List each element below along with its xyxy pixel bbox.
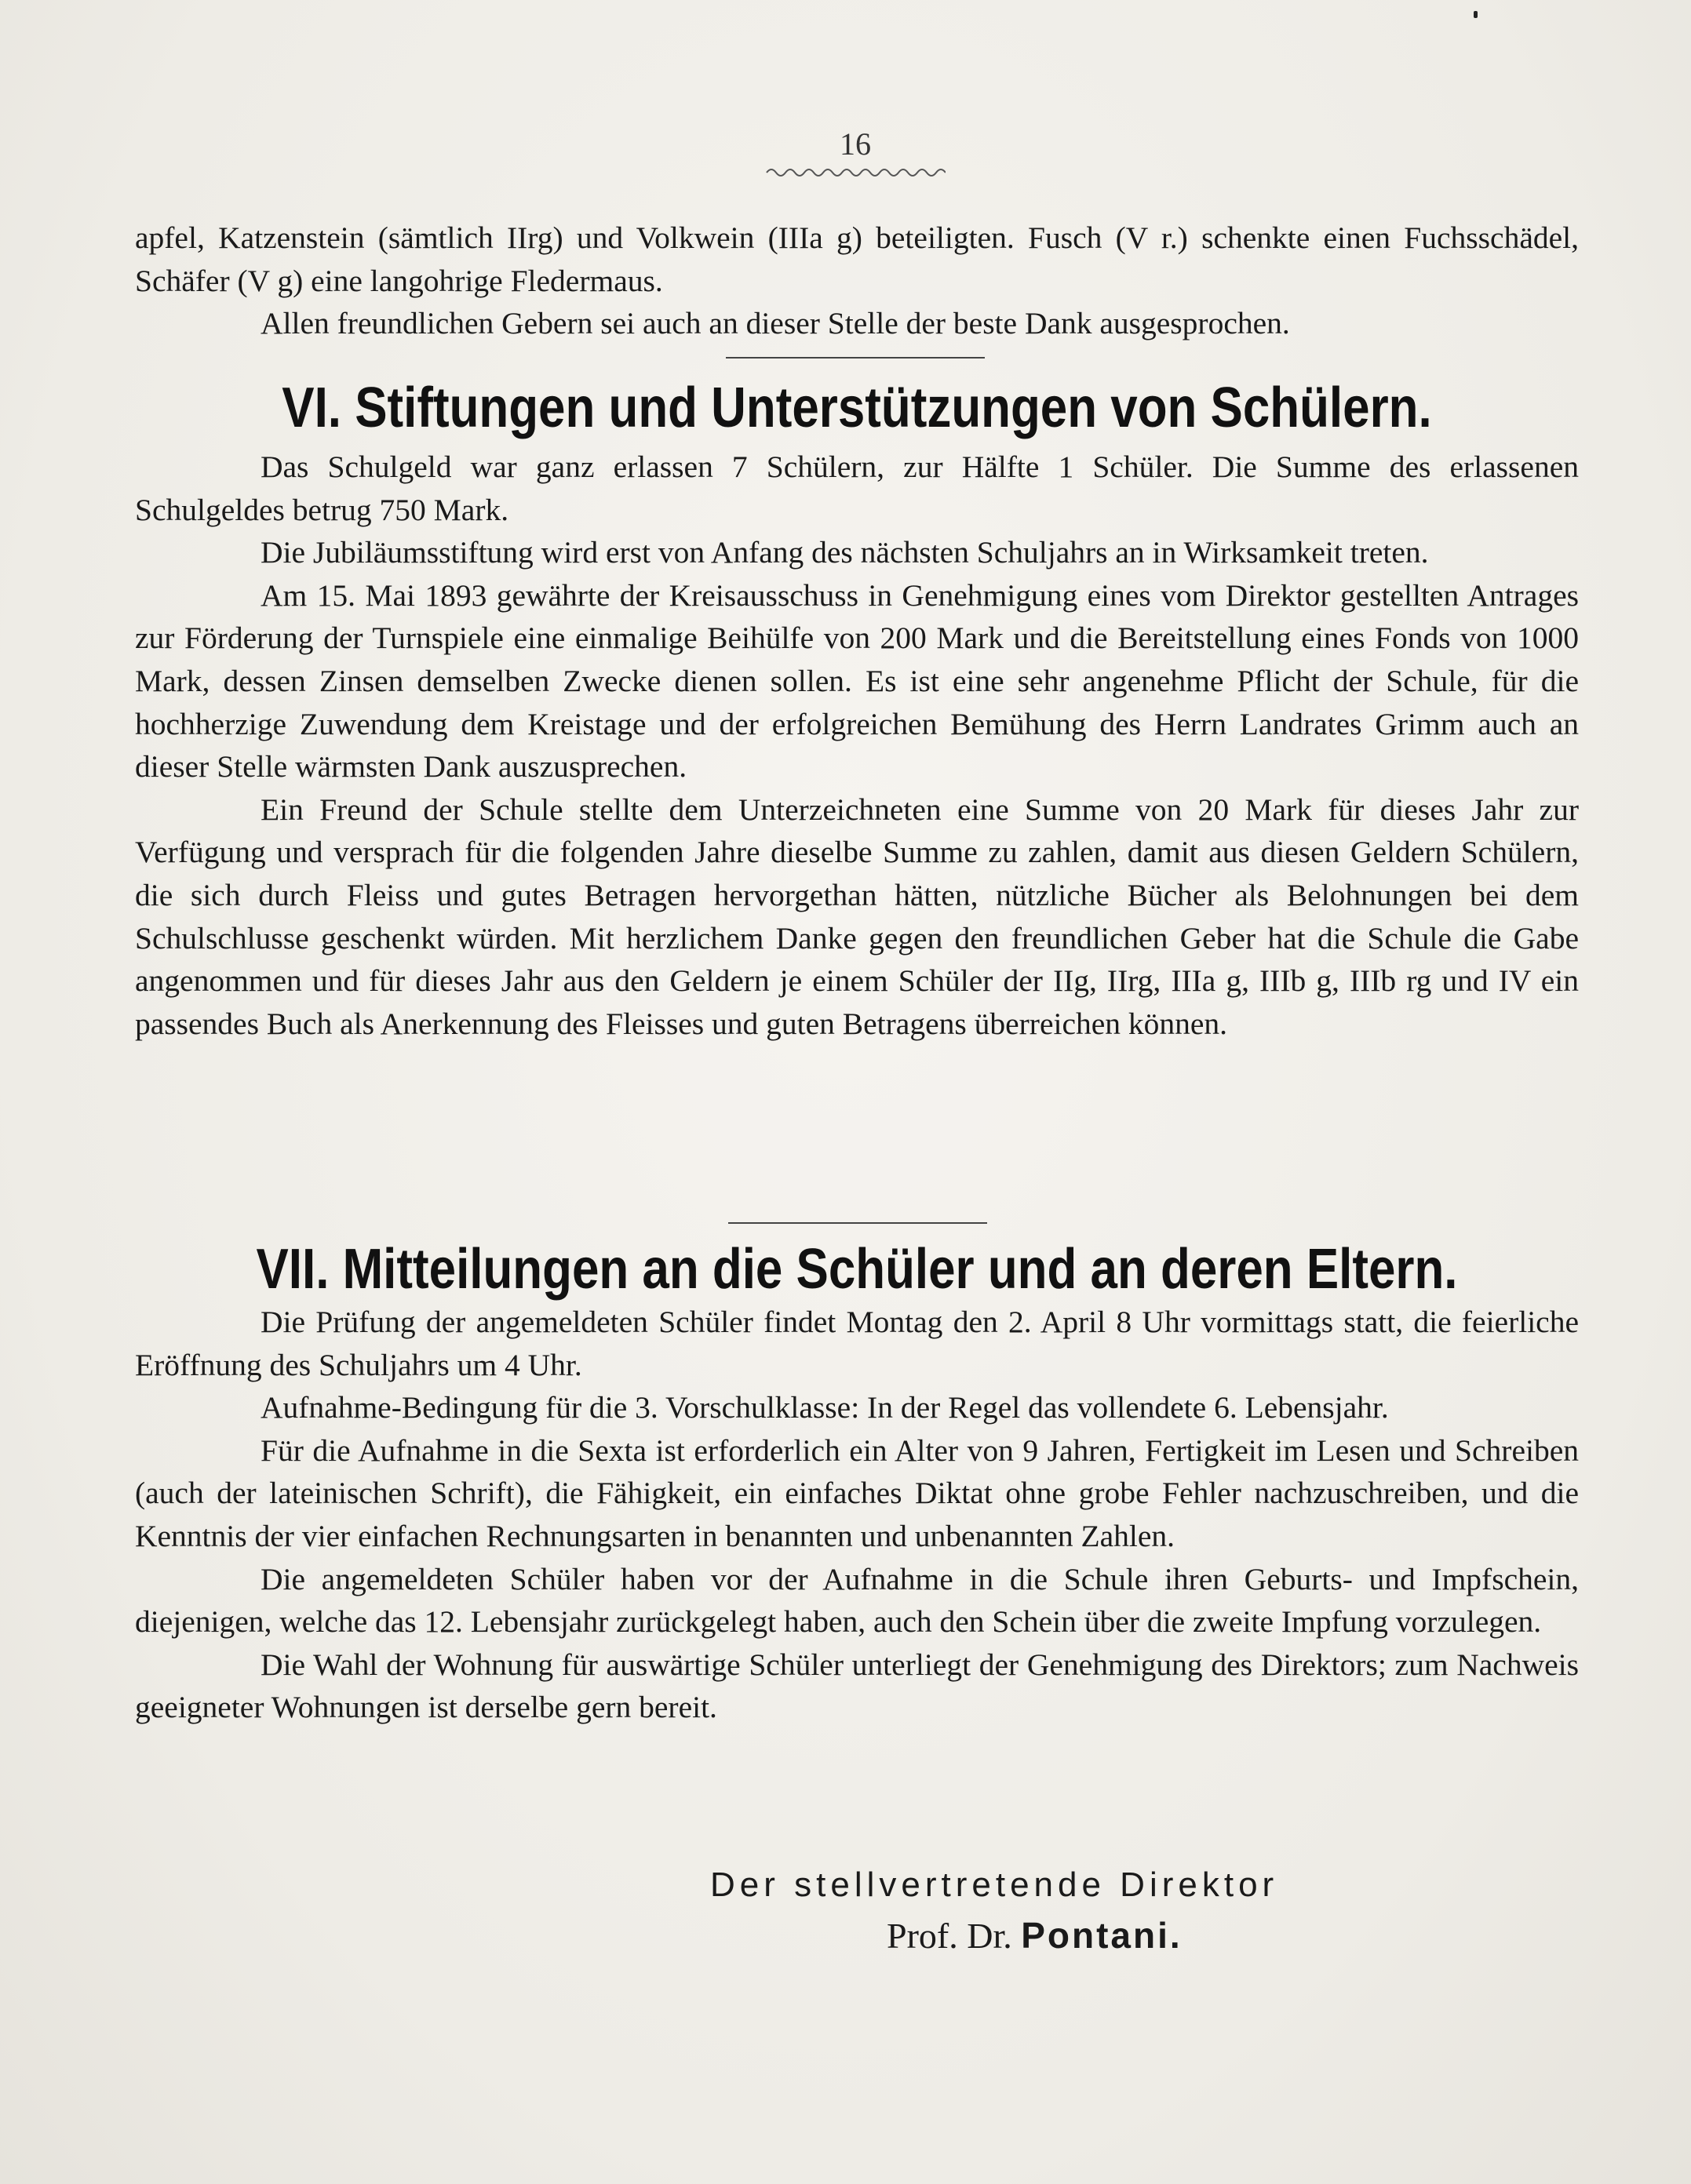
divider	[726, 357, 985, 359]
section-heading: VII. Mitteilungen an die Schüler und an deren Eltern.	[256, 1238, 1458, 1301]
section-vi-body	[135, 446, 1579, 1045]
paragraph: Aufnahme-Bedingung für die 3. Vorschulklasse: In der Regel das vollendete 6. Lebensjahr.	[261, 1390, 1389, 1425]
paragraph: Die Jubiläumsstiftung wird erst von Anfang des nächsten Schuljahrs an in Wirksamkeit treten.	[261, 535, 1429, 570]
divider	[728, 1222, 987, 1224]
signature-role: Der stellvertretende Direktor	[710, 1866, 1279, 1904]
paragraph: Ein Freund der Schule stellte dem Unterzeichneten eine Summe von 20 Mark für dieses Jahr zur Verfügung und versprach für die folgenden Jahre dieselbe Summe zu zahlen, damit aus diesen Geldern Schülern, die sich durch Fleiss und gutes Betragen hervorgethan hätten, nützliche Bücher als Belohnungen bei dem Schulschlusse geschenkt würden. Mit herzlichem Danke gegen den freundlichen Geber hat die Schule die Gabe angenommen und für dieses Jahr aus den Geldern je einem Schüler der IIg, IIrg, IIIa g, IIIb g, IIIb rg und IV ein passendes Buch als Anerkennung des Fleisses und guten Betragens überreichen können.	[135, 792, 1579, 1041]
ornament-squiggle	[765, 165, 946, 180]
paragraph: Die angemeldeten Schüler haben vor der Aufnahme in die Schule ihren Geburts- und Impfschein, diejenigen, welche das 12. Lebensjahr zurückgelegt haben, auch den Schein über die zweite Impfung vorzulegen.	[135, 1561, 1579, 1640]
signature-name	[887, 1914, 1183, 1956]
section-vii-body	[135, 1301, 1579, 1729]
paragraph: apfel, Katzenstein (sämtlich IIrg) und Volkwein (IIIa g) beteiligten. Fusch (V r.) schenkte einen Fuchsschädel, Schäfer (V g) eine langohrige Fledermaus.	[135, 220, 1579, 298]
top-block	[135, 217, 1579, 345]
paragraph: Allen freundlichen Gebern sei auch an dieser Stelle der beste Dank ausgesprochen.	[261, 306, 1290, 341]
paragraph: Die Prüfung der angemeldeten Schüler findet Montag den 2. April 8 Uhr vormittags statt, die feierliche Eröffnung des Schuljahrs um 4 Uhr.	[135, 1305, 1579, 1382]
paragraph: Das Schulgeld war ganz erlassen 7 Schülern, zur Hälfte 1 Schüler. Die Summe des erlassenen Schulgeldes betrug 750 Mark.	[135, 450, 1579, 527]
signature-surname: Pontani.	[1021, 1915, 1183, 1956]
section-heading: VI. Stiftungen und Unterstützungen von Schülern.	[282, 377, 1432, 439]
paragraph: Am 15. Mai 1893 gewährte der Kreisausschuss in Genehmigung eines vom Direktor gestellten Antrages zur Förderung der Turnspiele eine einmalige Beihülfe von 200 Mark und die Bereitstellung eines Fonds von 1000 Mark, dessen Zinsen demselben Zwecke dienen sollen. Es ist eine sehr angenehme Pflicht der Schule, für die hochherzige Zuwendung dem Kreistage und der erfolgreichen Bemühung des Herrn Landrates Grimm auch an dieser Stelle wärmsten Dank auszusprechen.	[135, 577, 1579, 784]
paragraph: Für die Aufnahme in die Sexta ist erforderlich ein Alter von 9 Jahren, Fertigkeit im Lesen und Schreiben (auch der lateinischen Schrift), die Fähigkeit, ein einfaches Diktat ohne grobe Fehler nachzuschreiben, und die Kenntnis der vier einfachen Rechnungsarten in benannten und unbenannten Zahlen.	[135, 1432, 1579, 1553]
page-number: 16	[840, 126, 871, 162]
ink-speck	[1474, 11, 1478, 18]
paragraph: Die Wahl der Wohnung für auswärtige Schüler unterliegt der Genehmigung des Direktors; zum Nachweis geeigneter Wohnungen ist derselbe gern bereit.	[135, 1647, 1579, 1725]
signature-title: Prof. Dr.	[887, 1916, 1012, 1956]
